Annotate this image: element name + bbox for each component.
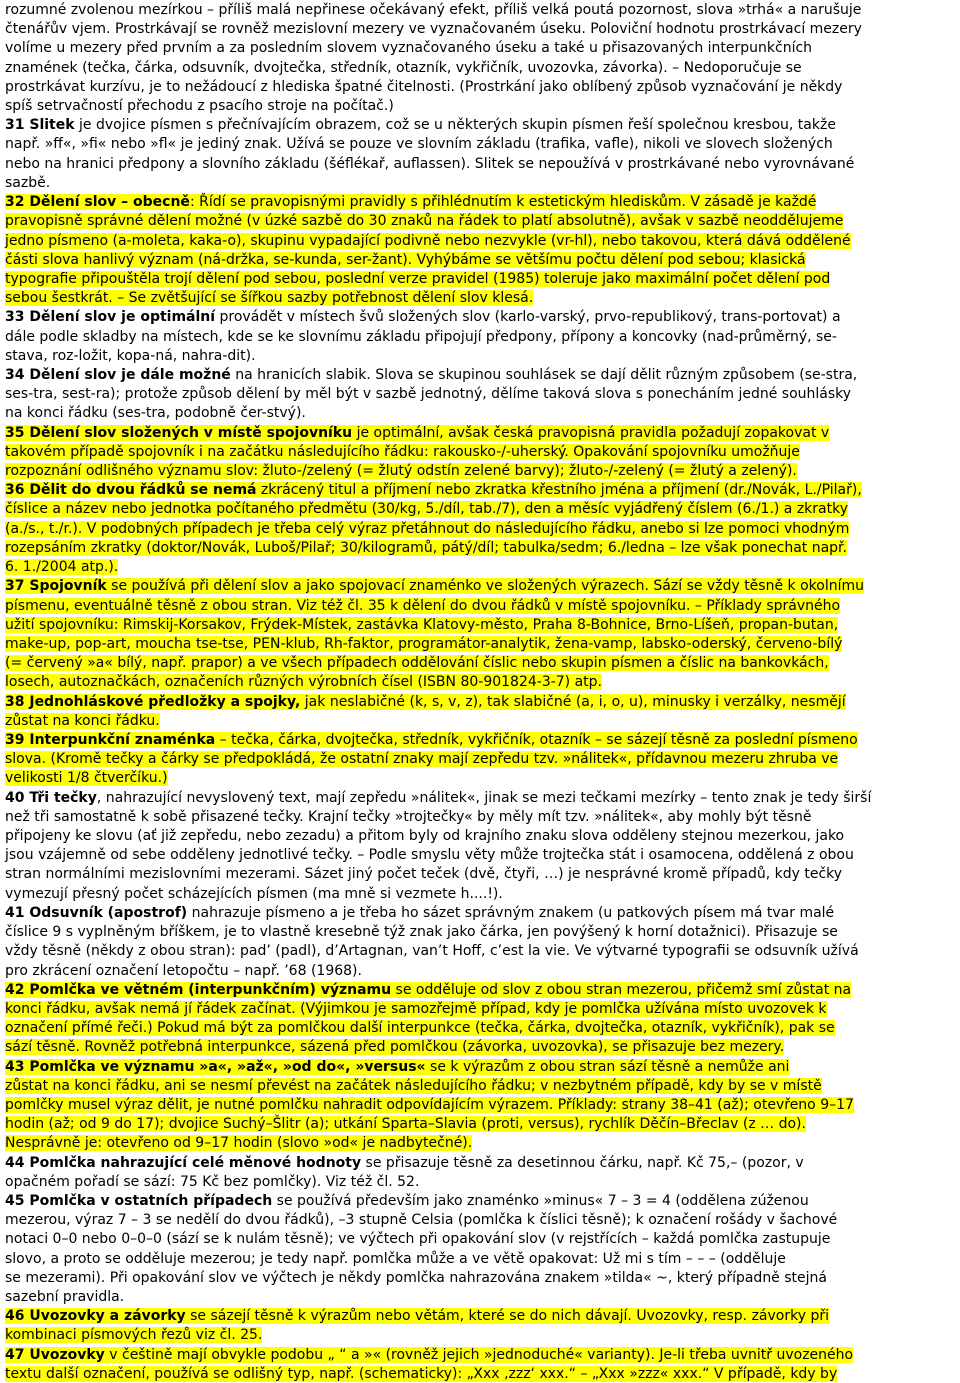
- rule-heading: 42 Pomlčka ve větném (interpunkčním) významu: [5, 981, 392, 998]
- text-run: se k výrazům z obou stran sází těsně a nemůže ani: [425, 1058, 790, 1075]
- rule-heading: 32 Dělení slov – obecně: [5, 194, 190, 211]
- text-run: stava, roz-ložit, kopa-ná, nahra-dit).: [5, 347, 256, 364]
- rule-heading: 46 Uvozovky a závorky: [5, 1308, 186, 1325]
- text-run: čtenářův vjem. Prostrkávají se rovněž mezislovní mezery ve vyznačovaném úseku. Poloviční hodnotu prostrkávací mezery: [5, 21, 862, 38]
- text-run: make-up, pop-art, moucha tse-tse, PEN-klub, Rh-faktor, programátor-analytik, žena-vamp, labsko-oderský, červeno-bílý: [5, 635, 843, 652]
- text-line: [5, 828, 844, 845]
- text-line: [5, 2, 861, 19]
- text-line: [5, 194, 816, 211]
- rule-heading: 47 Uvozovky: [5, 1346, 105, 1363]
- text-line: [5, 1270, 827, 1287]
- text-line: [5, 559, 118, 576]
- text-run: prostrkávat kurzívu, je to nežádoucí z hlediska špatné čitelnosti. (Prostrkání jako oblíbený způsob vyznačování je někdy: [5, 78, 843, 95]
- text-line: [5, 1020, 835, 1037]
- text-line: [5, 694, 846, 711]
- text-run: (a./s., t./r.). V podobných případech je třeba celý výraz přetáhnout do následujícího řádku, anebo si lze pomoci vhodným: [5, 520, 850, 537]
- text-line: [5, 982, 851, 999]
- text-line: [5, 1116, 806, 1133]
- text-run: zůstat na konci řádku, ani se nesmí převést na začátek následujícího řádku; v nezbytném případě, kdy by se v místě: [5, 1077, 822, 1094]
- text-run: takovém případě spojovník i na začátku následujícího řádku: rakousko-/-uherský. Opakování spojovníku umožňuje: [5, 443, 800, 460]
- text-run: spíš setrvačností přechodu z psacího stroje na počítač.): [5, 98, 394, 115]
- text-run: : Řídí se pravopisnými pravidly s přihlédnutím k estetickým hlediskům. V zásadě je každé: [189, 194, 817, 211]
- text-run: např. »ff«, »fi« nebo »fl« je jediný znak. Užívá se pouze ve slovním základu (trafika, vafle), nikoli ve slovech složených: [5, 136, 833, 153]
- text-run: volíme u mezery před prvním a za posledním slovem vyznačovaného úseku a také u přisazovaných interpunkčních: [5, 40, 813, 57]
- text-run: nahrazuje písmeno a je třeba ho sázet správným znakem (u patkových písem má tvar malé: [187, 904, 835, 921]
- text-line: [5, 866, 842, 883]
- text-line: [5, 213, 843, 230]
- text-line: [5, 463, 797, 480]
- text-line: [5, 924, 838, 941]
- rule-heading: 35 Dělení slov složených v místě spojovníku: [5, 424, 353, 441]
- text-run: , nahrazující nevyslovený text, mají zepředu »nálitek«, jinak se mezi tečkami mezírky – tento znak je tedy širší: [96, 789, 872, 806]
- text-run: typografie připouštěla trojí dělení pod sebou, poslední verze pravidel (1985) toleruje jako maximální počet dělení pod: [5, 270, 831, 287]
- text-line: [5, 713, 160, 730]
- text-run: 6. 1./2004 atp.).: [5, 559, 119, 576]
- text-run: losech, autoznačkách, označeních různých výrobních čísel (ISBN 80-901824-3-7) atp.: [5, 674, 603, 691]
- text-run: Nesprávně je: otevřeno od 9–17 hodin (slovo »od« je nadbytečné).: [5, 1135, 473, 1152]
- text-line: [5, 386, 851, 403]
- text-line: [5, 1059, 789, 1076]
- text-line: [5, 156, 854, 173]
- rule-heading: 31 Slitek: [5, 117, 75, 134]
- text-run: hodin (až; od 9 do 17); dvojice Suchý–Šlitr (a); utkání Sparta–Slavia (proti, versus), rychlík Děčín–Břeclav (z … do).: [5, 1116, 806, 1133]
- text-line: [5, 329, 837, 346]
- text-run: připojeny ke slovu (ať již zepředu, nebo zezadu) a přitom byly od krajního znaku slova odděleny stejnou mezerkou, jako: [5, 828, 845, 845]
- text-run: se mezerami). Při opakování slov ve výčtech je někdy pomlčka nahrazována znakem »tilda« ~, který případně stejná: [5, 1269, 827, 1286]
- text-run: kombinaci písmových řezů viz čl. 25.: [5, 1327, 263, 1344]
- rule-heading: 34 Dělení slov je dále možné: [5, 366, 231, 383]
- text-run: zůstat na konci řádku.: [5, 712, 160, 729]
- text-run: konci řádku, avšak nemá jí řádek začínat. (Výjimkou je samozřejmě případ, kdy je pomlčka užívána místo uvozovek k: [5, 1000, 827, 1017]
- text-line: [5, 1308, 829, 1325]
- text-line: [5, 809, 811, 826]
- text-line: [5, 40, 812, 57]
- text-run: rozpoznání odlišného významu slov: žluto-/zelený (= žlutý odstín zelené barvy); žluto-/-zelený (= žlutý a zelený).: [5, 463, 797, 480]
- text-line: [5, 540, 847, 557]
- text-run: (= červený »a« bílý, např. prapor) a ve všech případech oddělování číslic nebo skupin písmen a číslic na bankovkách,: [5, 655, 829, 672]
- text-line: [5, 1366, 837, 1383]
- text-line: [5, 1347, 853, 1364]
- text-line: [5, 117, 836, 134]
- text-run: na hranicích slabik. Slova se skupinou souhlásek se dají dělit různým způsobem (se-stra,: [230, 366, 858, 383]
- text-run: sází těsně. Rovněž potřebná interpunkce, sázená před pomlčkou (závorka, uvozovka), se přisazuje bez mezery.: [5, 1039, 785, 1056]
- text-line: [5, 1097, 854, 1114]
- text-run: užití spojovníku: Rimskij-Korsakov, Frýdek-Místek, zastávka Klatovy-město, Praha 8-Bohnice, Brno-Líšeň, propan-butan,: [5, 616, 839, 633]
- text-line: [5, 271, 830, 288]
- text-run: se používá především jako znaménko »minus« 7 – 3 = 4 (oddělena zúženou: [272, 1193, 809, 1210]
- text-run: mezerou, výraz 7 – 3 se nedělí do dvou řádků), –3 stupně Celsia (pomlčka k číslici těsně); k označení rošády v šachové: [5, 1212, 838, 1229]
- text-run: v češtině mají obvykle podobu „ “ a »« (rovněž jejich »jednoduché« varianty). Je-li třeba uvnitř uvozeného: [104, 1346, 854, 1363]
- text-run: než tři samostatně k sobě přisazené tečky. Krajní tečky »trojtečky« by měly mít tzv. »nálitek«, aby mohly být těsně: [5, 808, 812, 825]
- text-line: [5, 617, 838, 634]
- text-line: [5, 886, 503, 903]
- text-run: – tečka, čárka, dvojtečka, středník, vykřičník, otazník – se sázejí těsně za poslední písmeno: [215, 731, 858, 748]
- text-line: [5, 482, 862, 499]
- text-run: označení přímé řeči.) Pokud má být za pomlčkou další interpunkce (tečka, čárka, dvojtečka, otazník, vykřičník), pak se: [5, 1020, 835, 1037]
- text-run: pomlčky musel výraz dělit, je nutné pomlčku nahradit odpovídajícím výrazem. Příklady: strany 38–41 (až); otevřeno 9–17: [5, 1096, 854, 1113]
- rule-heading: 44 Pomlčka nahrazující celé měnové hodnoty: [5, 1154, 362, 1171]
- text-run: stran normálními mezislovními mezerami. Sázet jiný počet teček (dvě, čtyři, …) je nesprávné kromě případů, kdy tečky: [5, 866, 843, 883]
- text-line: [5, 847, 854, 864]
- text-line: [5, 943, 859, 960]
- text-line: [5, 1078, 822, 1095]
- text-run: vymezují přesný počet scházejících písmen (ma mně si vezmete h....!).: [5, 885, 503, 902]
- text-line: [5, 60, 802, 77]
- text-line: [5, 136, 833, 153]
- text-line: [5, 905, 834, 922]
- text-run: je optimální, avšak česká pravopisná pravidla požadují zopakovat v: [352, 424, 830, 441]
- text-run: ses-tra, sest-ra); protože způsob dělení by měl být v sazbě jednotný, dělíme taková slova s ponecháním jedné souhlásky: [5, 386, 852, 403]
- document-page: [5, 0, 953, 1382]
- rule-heading: 38 Jednohláskové předložky a spojky,: [5, 693, 301, 710]
- rule-heading: 36 Dělit do dvou řádků se nemá: [5, 482, 257, 499]
- text-line: [5, 521, 849, 538]
- rule-heading: 40 Tři tečky: [5, 789, 97, 806]
- rule-heading: 43 Pomlčka ve významu »a«, »až«, »od do«, »versus«: [5, 1058, 426, 1075]
- text-run: dále podle skladby na místech, kde se ke slovnímu základu připojují předpony, přípony a koncovky (nad-průměrný, se-: [5, 328, 837, 345]
- text-run: číslice a název nebo jednotka počítaného předmětu (30/kg, 5./díl, tab./7), den a měsíc vyjádřený číslem (6./1.) a zkratky: [5, 501, 849, 518]
- rule-heading: 45 Pomlčka v ostatních případech: [5, 1193, 273, 1210]
- text-run: slova. (Kromě tečky a čárky se předpokládá, že ostatní znaky mají zepředu tzv. »nálitek«, přídavnou mezeru zhruba ve: [5, 751, 839, 768]
- text-run: velikosti 1/8 čtverčíku.): [5, 770, 168, 787]
- text-run: se odděluje od slov z obou stran mezerou, přičemž smí zůstat na: [391, 981, 852, 998]
- text-line: [5, 751, 838, 768]
- text-line: [5, 290, 533, 307]
- text-run: nebo na hranici předpony a slovního základu (šéflékař, auflassen). Slitek se nepoužívá v prostrkávané nebo vyrovnávané: [5, 155, 855, 172]
- text-run: písmenu, eventuálně těsně z obou stran. Viz též čl. 35 k dělení do dvou řádků v místě spojovníku. – Příklady správného: [5, 597, 841, 614]
- text-line: [5, 1251, 786, 1268]
- text-line: [5, 770, 168, 787]
- text-line: [5, 233, 851, 250]
- text-run: sazbě.: [5, 174, 51, 191]
- text-run: pro zkrácení označení letopočtu – např. ’68 (1968).: [5, 962, 362, 979]
- rule-heading: 39 Interpunkční znaménka: [5, 731, 216, 748]
- text-line: [5, 1001, 827, 1018]
- text-run: notaci 0–0 nebo 0–0–0 (sází se k nulám těsně); ve výčtech při opakování slov (v rejstřících – každá pomlčka zastupuje: [5, 1231, 831, 1248]
- text-line: [5, 674, 602, 691]
- text-run: jak neslabičné (k, s, v, z), tak slabičné (a, i, o, u), minusky i verzálky, nesmějí: [300, 693, 846, 710]
- text-line: [5, 1327, 262, 1344]
- text-line: [5, 1289, 124, 1306]
- text-line: [5, 425, 829, 442]
- text-line: [5, 348, 256, 365]
- text-run: sazební pravidla.: [5, 1289, 125, 1306]
- rule-heading: 33 Dělení slov je optimální: [5, 309, 216, 326]
- text-run: jedno písmeno (a-moleta, kaka-o), skupinu vypadající podivně nebo nezvykle (vr-hl), nebo takovou, která dává oddělené: [5, 232, 851, 249]
- text-run: části slova hanlivý význam (ná-držka, se-kunda, ser-žant). Vyhýbáme se většímu počtu dělení pod sebou; klasická: [5, 251, 806, 268]
- text-run: se používá při dělení slov a jako spojovací znaménko ve složených výrazech. Sází se vždy těsně k okolnímu: [106, 578, 864, 595]
- text-run: textu další označení, používá se odlišný typ, např. (schematicky): „Xxx ‚zzz‘ xxx.“ – „Xxx »zzz« xxx.“ V případě, kdy by: [5, 1365, 838, 1382]
- text-run: se sázejí těsně k výrazům nebo větám, které se do nich dávají. Uvozovky, resp. závorky při: [185, 1308, 829, 1325]
- rule-heading: 37 Spojovník: [5, 578, 107, 595]
- text-run: zkrácený titul a příjmení nebo zkratka křestního jména a příjmení (dr./Novák, L./Pilař),: [256, 482, 862, 499]
- text-run: na konci řádku (ses-tra, podobně čer-stvý).: [5, 405, 306, 422]
- text-line: [5, 1193, 809, 1210]
- text-line: [5, 309, 841, 326]
- text-line: [5, 501, 848, 518]
- text-line: [5, 405, 306, 422]
- text-run: rozumné zvolenou mezírkou – příliš malá nepřinese očekávaný efekt, příliš velká poutá pozornost, slova »trhá« a narušuje: [5, 2, 862, 18]
- text-line: [5, 367, 857, 384]
- text-run: sebou šestkrát. – Se zvětšující se šířkou sazby potřebnost dělení slov klesá.: [5, 290, 534, 307]
- text-line: [5, 790, 871, 807]
- text-run: jsou vzájemně od sebe odděleny jednotlivé tečky. – Podle smyslu věty může trojtečka stát i osamocena, oddělená z obou: [5, 847, 854, 864]
- text-run: vždy těsně (někdy z obou stran): pad’ (padl), d’Artagnan, van’t Hoff, c’est la vie. Ve výtvarné typografii se odsuvník užívá: [5, 943, 859, 960]
- text-line: [5, 21, 862, 38]
- text-run: slovo, a proto se odděluje mezerou; je tedy např. pomlčka může a ve větě opakovat: Už mi s tím – – – (odděluje: [5, 1250, 786, 1267]
- text-line: [5, 1135, 472, 1152]
- text-run: číslice 9 s vyplněným bříškem, je to vlastně kresebně týž znak jako čárka, jen povýšený k horní dotažnici). Přisazuje se: [5, 924, 838, 941]
- text-run: rozepsáním zkratky (doktor/Novák, Luboš/Pilař; 30/kilogramů, pátý/díl; tabulka/sedm; 6./ledna – lze však ponechat např.: [5, 539, 847, 556]
- text-line: [5, 1231, 830, 1248]
- text-line: [5, 98, 394, 115]
- text-run: pravopisně správné dělení možné (v úzké sazbě do 30 znaků na řádek to platí absolutně), avšak v sazbě neoddělujeme: [5, 213, 844, 230]
- text-line: [5, 1212, 837, 1229]
- text-line: [5, 636, 842, 653]
- text-line: [5, 655, 829, 672]
- text-line: [5, 732, 858, 749]
- text-run: se přisazuje těsně za desetinnou čárku, např. Kč 75,– (pozor, v: [361, 1154, 804, 1171]
- rule-heading: 41 Odsuvník (apostrof): [5, 904, 188, 921]
- text-line: [5, 444, 800, 461]
- text-line: [5, 79, 842, 96]
- text-line: [5, 963, 362, 980]
- text-line: [5, 175, 50, 192]
- text-line: [5, 1039, 784, 1056]
- text-run: je dvojice písmen s přečnívajícím obrazem, což se u některých skupin písmen řeší společnou kresbou, takže: [74, 117, 836, 134]
- text-line: [5, 252, 806, 269]
- text-run: opačném pořadí se sází: 75 Kč bez pomlčky). Viz též čl. 52.: [5, 1173, 420, 1190]
- text-line: [5, 1174, 419, 1191]
- text-run: provádět v místech švů složených slov (karlo-varský, prvo-republikový, trans-portovat) a: [215, 309, 841, 326]
- text-line: [5, 578, 864, 595]
- text-line: [5, 598, 840, 615]
- text-line: [5, 1155, 804, 1172]
- text-run: znamének (tečka, čárka, odsuvník, dvojtečka, středník, otazník, vykřičník, uvozovka, závorka). – Nedoporučuje se: [5, 59, 802, 76]
